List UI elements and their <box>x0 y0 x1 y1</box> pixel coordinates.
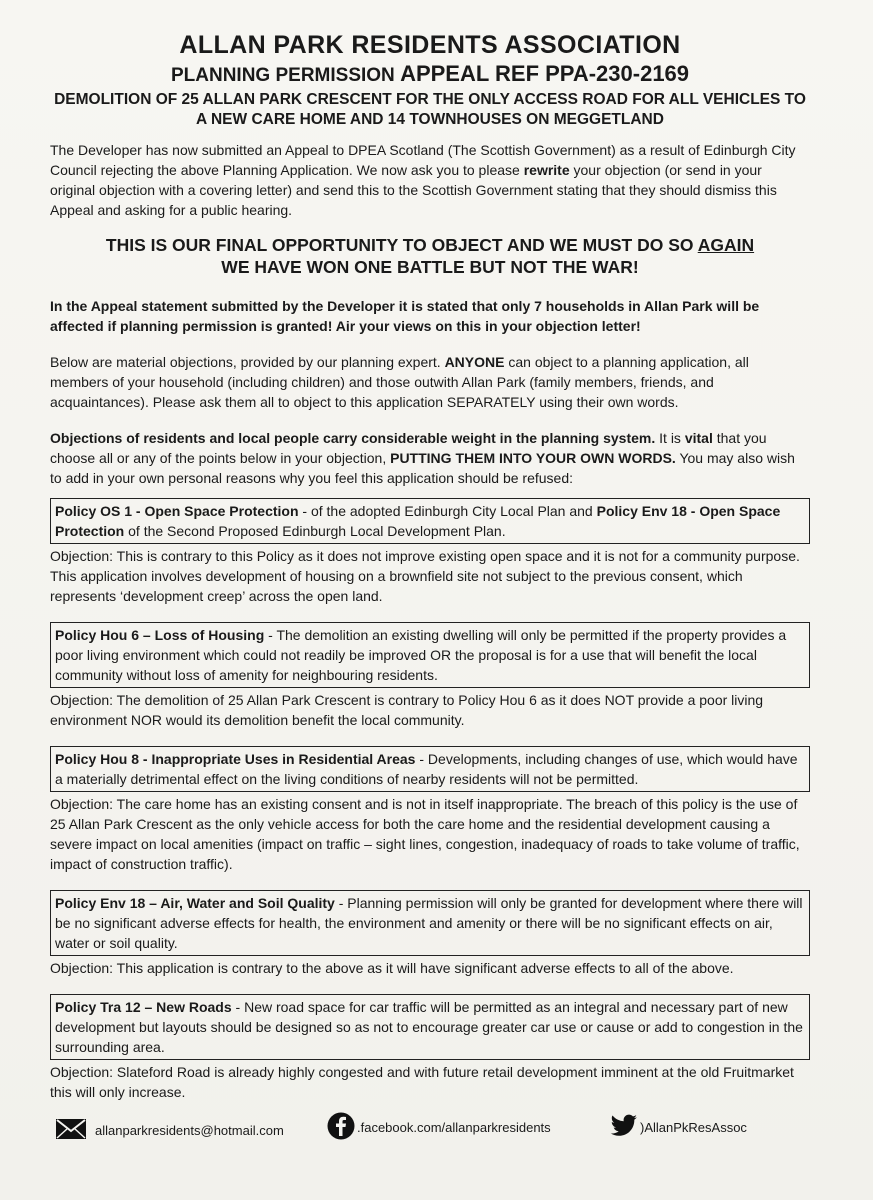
policy-box <box>50 622 810 688</box>
appeal-reference <box>50 62 810 88</box>
objection-text: Objection: This application is contrary to the above as it will have significant adverse effects to all of the above. <box>50 960 734 976</box>
intro-text-2: your objection (or send in your original objection with a covering letter) and send this to the Scottish Government stating that they should dismiss this Appeal and asking for a public hearing. <box>50 162 777 218</box>
weight-paragraph <box>50 428 810 488</box>
intro-emphasis: rewrite <box>523 162 570 178</box>
policy-title: Policy Hou 6 – Loss of Housing <box>55 627 265 643</box>
weight-text: It is <box>655 430 685 446</box>
email-address[interactable]: allanparkresidents@hotmail.com <box>95 1123 284 1138</box>
policy-text: - Developments, including changes of use, which would have a materially detrimental effect on the living conditions of nearby residents will not be permitted. <box>55 751 798 787</box>
twitter-bird-icon <box>610 1114 638 1141</box>
weight-own-words: PUTTING THEM INTO YOUR OWN WORDS. <box>390 450 676 466</box>
facebook-url[interactable]: .facebook.com/allanparkresidents <box>357 1120 551 1135</box>
policy-box <box>50 994 810 1060</box>
material-emphasis: ANYONE <box>444 354 505 370</box>
intro-paragraph <box>50 140 810 220</box>
email-contact[interactable] <box>55 1118 284 1143</box>
objection-text: Objection: Slateford Road is already highly congested and with future retail development imminent at the old Fruitmarket this will only increase. <box>50 1064 794 1100</box>
policy-text: - of the adopted Edinburgh City Local Plan and <box>298 503 597 519</box>
rally-heading <box>50 234 810 278</box>
rally-line1: THIS IS OUR FINAL OPPORTUNITY TO OBJECT AND WE MUST DO SO <box>105 235 698 255</box>
weight-bold: Objections of residents and local people carry considerable weight in the planning system. <box>50 430 656 446</box>
subtitle-right: APPEAL REF PPA-230-2169 <box>400 61 690 86</box>
weight-text-2: that you choose all or any of the points below in your objection, <box>50 430 767 466</box>
rally-underlined: AGAIN <box>697 235 755 255</box>
facebook-contact[interactable] <box>327 1112 551 1143</box>
policy-title: Policy Tra 12 – New Roads <box>55 999 232 1015</box>
objection-text: Objection: The demolition of 25 Allan Park Crescent is contrary to Policy Hou 6 as it does NOT provide a poor living environment NOR would its demolition benefit the local community. <box>50 692 764 728</box>
policy-box <box>50 746 810 792</box>
twitter-contact[interactable] <box>610 1114 747 1141</box>
policy-box <box>50 498 810 544</box>
policy-text: - The demolition an existing dwelling will only be permitted if the property provides a poor living environment which could not readily be improved OR the proposal is for a use that will benefit the local community without loss of amenity for neighbouring residents. <box>55 627 787 683</box>
material-text: Below are material objections, provided by our planning expert. <box>50 354 445 370</box>
weight-text-3: You may also wish to add in your own personal reasons why you feel this application should be refused: <box>50 450 795 486</box>
policy-title-2: Policy Env 18 - Open Space Protection <box>55 503 781 539</box>
rally-line2: WE HAVE WON ONE BATTLE BUT NOT THE WAR! <box>221 257 639 277</box>
footer-contacts <box>55 1118 795 1148</box>
policy-title: Policy OS 1 - Open Space Protection <box>55 503 299 519</box>
policy-text: - New road space for car traffic will be permitted as an integral and necessary part of new development but layouts should be designed so as not to encourage greater car use or cause or add to congestion in the surrounding area. <box>55 999 803 1055</box>
envelope-icon <box>55 1118 87 1143</box>
intro-text: The Developer has now submitted an Appeal to DPEA Scotland (The Scottish Government) as a result of Edinburgh City Council rejecting the above Planning Application. We now ask you to please <box>50 142 796 178</box>
objection-text: Objection: This is contrary to this Policy as it does not improve existing open space and it is not for a community purpose. This application involves development of housing on a brownfield site not subject to the previous consent, which represents ‘development creep’ across the open land. <box>50 548 800 604</box>
document-page <box>50 30 810 1102</box>
policy-text: - Planning permission will only be granted for development where there will be no significant adverse effects for health, the environment and amenity or there will be no significant effects on air, water or soil quality. <box>55 895 803 951</box>
policy-text-2: of the Second Proposed Edinburgh Local Development Plan. <box>124 523 506 539</box>
subtitle-left: PLANNING PERMISSION <box>170 65 395 86</box>
material-text-2: can object to a planning application, all members of your household (including children) and those outwith Allan Park (family members, friends, and acquaintances). Please ask them all to object to this application SEPARATELY using their own words. <box>50 354 749 410</box>
headline: DEMOLITION OF 25 ALLAN PARK CRESCENT FOR THE ONLY ACCESS ROAD FOR ALL VEHICLES TO A NEW CARE HOME AND 14 TOWNHOUSES ON MEGGETLAND <box>54 91 806 128</box>
material-paragraph <box>50 352 810 412</box>
facebook-icon <box>327 1112 355 1143</box>
objection-text: Objection: The care home has an existing consent and is not in itself inappropriate. The breach of this policy is the use of 25 Allan Park Crescent as the only vehicle access for both the care home and the residential development causing a severe impact on local amenities (impact on traffic – sight lines, congestion, inadequacy of roads to take volume of traffic, impact of construction traffic). <box>50 796 800 872</box>
policy-title: Policy Hou 8 - Inappropriate Uses in Residential Areas <box>55 751 416 767</box>
page-title: ALLAN PARK RESIDENTS ASSOCIATION <box>179 31 681 59</box>
policy-title: Policy Env 18 – Air, Water and Soil Quality <box>55 895 335 911</box>
twitter-handle[interactable]: )AllanPkResAssoc <box>640 1120 747 1135</box>
appeal-statement: In the Appeal statement submitted by the Developer it is stated that only 7 households in Allan Park will be affected if planning permission is granted! Air your views on this in your objection letter! <box>50 298 760 334</box>
policy-box <box>50 890 810 956</box>
weight-vital: vital <box>684 430 713 446</box>
